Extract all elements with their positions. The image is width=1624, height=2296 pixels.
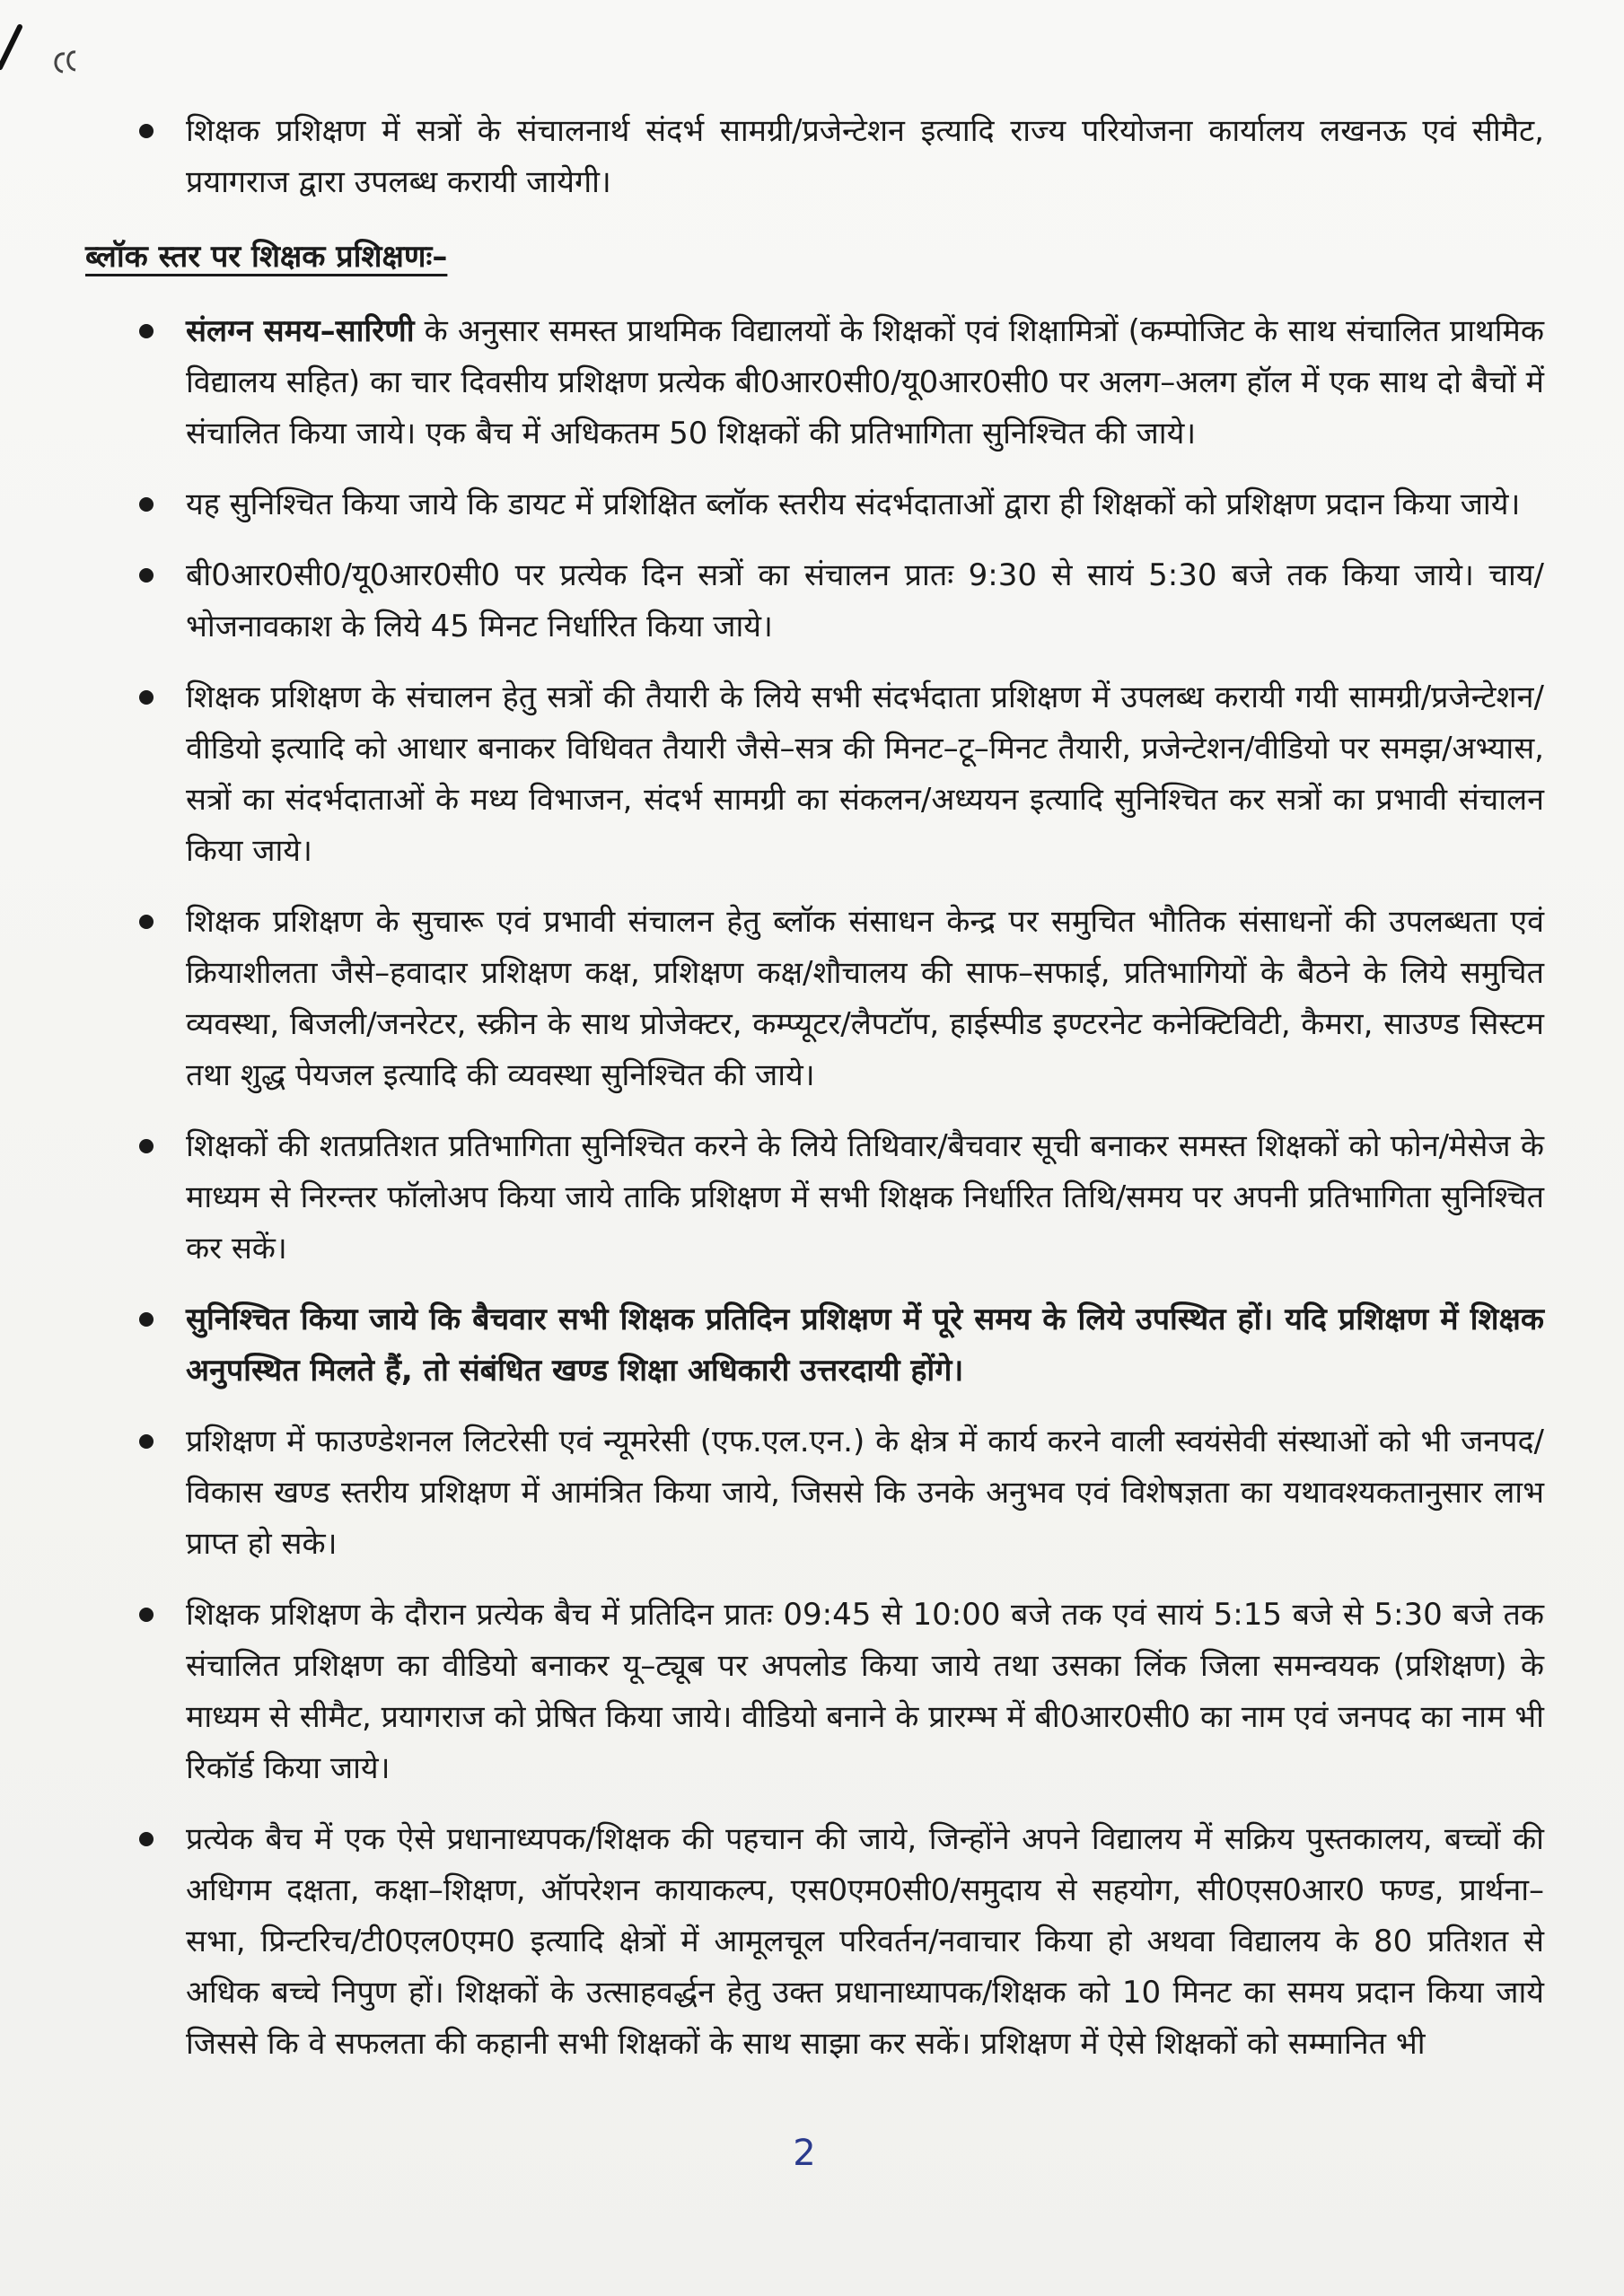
bullet-marker [139,1608,154,1622]
bullet-marker [139,568,154,583]
bullet-marker [139,1139,154,1153]
bullet-marker [139,1832,154,1846]
intro-bullet-text: शिक्षक प्रशिक्षण में सत्रों के संचालनार्थ संदर्भ सामग्री/प्रजेन्टेशन इत्यादि राज्य परियोजना कार्यालय लखनऊ एवं सीमैट, प्रयागराज द्वारा उपलब्ध करायी जायेगी। [186,113,1544,200]
list-item [85,1590,1544,1794]
bullet-text: के अनुसार समस्त प्राथमिक विद्यालयों के शिक्षकों एवं शिक्षामित्रों (कम्पोजिट के साथ संचालित प्राथमिक विद्यालय सहित) का चार दिवसीय प्रशिक्षण प्रत्येक बी0आर0सी0/यू0आर0सी0 पर अलग–अलग हॉल में एक साथ दो बैचों में संचालित किया जाये। एक बैच में अधिकतम 50 शिक्षकों की प्रतिभागिता सुनिश्चित की जाये। [186,313,1544,451]
bullet-text: सुनिश्चित किया जाये कि बैचवार सभी शिक्षक प्रतिदिन प्रशिक्षण में पूरे समय के लिये उपस्थित हों। यदि प्रशिक्षण में शिक्षक अनुपस्थित मिलते हैं, तो संबंधित खण्ड शिक्षा अधिकारी उत्तरदायी होंगे। [186,1301,1544,1389]
bullet-marker [139,1312,154,1327]
list-item [85,1814,1544,2070]
bullet-text: शिक्षक प्रशिक्षण के संचालन हेतु सत्रों की तैयारी के लिये सभी संदर्भदाता प्रशिक्षण में उपलब्ध करायी गयी सामग्री/प्रजेन्टेशन/वीडियो इत्यादि को आधार बनाकर विधिवत तैयारी जैसे–सत्र की मिनट–टू–मिनट तैयारी, प्रजेन्टेशन/वीडियो पर समझ/अभ्यास, सत्रों का संदर्भदाताओं के मध्य विभाजन, संदर्भ सामग्री का संकलन/अध्ययन इत्यादि सुनिश्चित कर सत्रों का प्रभावी संचालन किया जाये। [186,679,1544,869]
list-item [85,1416,1544,1570]
section-heading-wrap [85,228,1544,306]
page-number: 2 [793,2133,816,2174]
bullet-text: शिक्षक प्रशिक्षण के सुचारू एवं प्रभावी संचालन हेतु ब्लॉक संसाधन केन्द्र पर समुचित भौतिक संसाधनों की उपलब्धता एवं क्रियाशीलता जैसे–हवादार प्रशिक्षण कक्ष, प्रशिक्षण कक्ष/शौचालय की साफ–सफाई, प्रतिभागियों के बैठने के लिये समुचित व्यवस्था, बिजली/जनरेटर, स्क्रीन के साथ प्रोजेक्टर, कम्प्यूटर/लैपटॉप, हाईस्पीड इण्टरनेट कनेक्टिविटी, कैमरा, साउण्ड सिस्टम तथा शुद्ध पेयजल इत्यादि की व्यवस्था सुनिश्चित की जाये। [186,904,1544,1093]
corner-pen-mark [0,0,108,81]
bullet-text: प्रशिक्षण में फाउण्डेशनल लिटरेसी एवं न्यूमरेसी (एफ.एल.एन.) के क्षेत्र में कार्य करने वाली स्वयंसेवी संस्थाओं को भी जनपद/विकास खण्ड स्तरीय प्रशिक्षण में आमंत्रित किया जाये, जिससे कि उनके अनुभव एवं विशेषज्ञता का यथावश्यकतानुसार लाभ प्राप्त हो सके। [186,1424,1544,1562]
bullet-lead: संलग्न समय–सारिणी [186,313,415,349]
bullet-marker [139,1434,154,1449]
document-body [85,106,1544,2090]
bullet-text: शिक्षकों की शतप्रतिशत प्रतिभागिता सुनिश्चित करने के लिये तिथिवार/बैचवार सूची बनाकर समस्त शिक्षकों को फोन/मेसेज के माध्यम से निरन्तर फॉलोअप किया जाये ताकि प्रशिक्षण में सभी शिक्षक निर्धारित तिथि/समय पर अपनी प्रतिभागिता सुनिश्चित कर सकें। [186,1128,1544,1266]
list-item [85,1121,1544,1275]
list-item [85,306,1544,460]
bullet-marker [139,497,154,512]
list-item [85,897,1544,1101]
bullet-marker [139,324,154,338]
section-heading: ब्लॉक स्तर पर शिक्षक प्रशिक्षणः– [85,239,448,275]
list-item [85,479,1544,530]
bullet-marker [139,690,154,705]
bullet-text: यह सुनिश्चित किया जाये कि डायट में प्रशिक्षित ब्लॉक स्तरीय संदर्भदाताओं द्वारा ही शिक्षकों को प्रशिक्षण प्रदान किया जाये। [186,486,1521,522]
list-item [85,672,1544,877]
bullet-marker [139,124,154,138]
bullet-text: बी0आर0सी0/यू0आर0सी0 पर प्रत्येक दिन सत्रों का संचालन प्रातः 9:30 से सायं 5:30 बजे तक किया जाये। चाय/भोजनावकाश के लिये 45 मिनट निर्धारित किया जाये। [186,557,1544,644]
list-item [85,550,1544,653]
bullet-marker [139,915,154,929]
bullet-text: शिक्षक प्रशिक्षण के दौरान प्रत्येक बैच में प्रतिदिन प्रातः 09:45 से 10:00 बजे तक एवं सायं 5:15 बजे से 5:30 बजे तक संचालित प्रशिक्षण का वीडियो बनाकर यू–ट्यूब पर अपलोड किया जाये तथा उसका लिंक जिला समन्वयक (प्रशिक्षण) के माध्यम से सीमैट, प्रयागराज को प्रेषित किया जाये। वीडियो बनाने के प्रारम्भ में बी0आर0सी0 का नाम एवं जनपद का नाम भी रिकॉर्ड किया जाये। [186,1597,1544,1786]
bullet-text: प्रत्येक बैच में एक ऐसे प्रधानाध्यपक/शिक्षक की पहचान की जाये, जिन्होंने अपने विद्यालय में सक्रिय पुस्तकालय, बच्चों की अधिगम दक्षता, कक्षा–शिक्षण, ऑपरेशन कायाकल्प, एस0एम0सी0/समुदाय से सहयोग, सी0एस0आर0 फण्ड, प्रार्थना–सभा, प्रिन्टरिच/टी0एल0एम0 इत्यादि क्षेत्रों में आमूलचूल परिवर्तन/नवाचार किया हो अथवा विद्यालय के 80 प्रतिशत से अधिक बच्चे निपुण हों। शिक्षकों के उत्साहवर्द्धन हेतु उक्त प्रधानाध्यापक/शिक्षक को 10 मिनट का समय प्रदान किया जाये जिससे कि वे सफलता की कहानी सभी शिक्षकों के साथ साझा कर सकें। प्रशिक्षण में ऐसे शिक्षकों को सम्मानित भी [186,1821,1544,2062]
list-item-emphasis [85,1294,1544,1397]
intro-bullet [85,106,1544,208]
